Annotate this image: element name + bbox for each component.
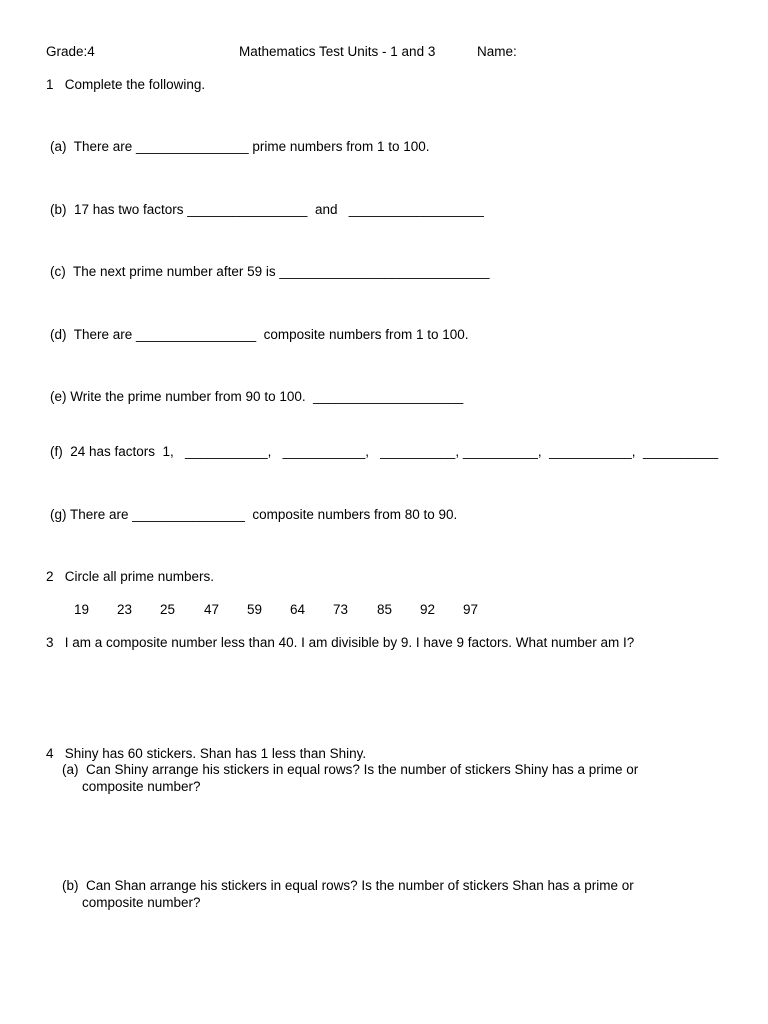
question-4a-line2: composite number? [82, 779, 201, 794]
number-item[interactable]: 97 [463, 602, 479, 617]
question-1f: (f) 24 has factors 1, ___________, ___________, __________, __________, ___________, __________ [50, 444, 719, 459]
question-1-heading: 1 Complete the following. [46, 77, 206, 92]
number-item[interactable]: 19 [74, 602, 90, 617]
number-item[interactable]: 23 [117, 602, 133, 617]
number-item[interactable]: 64 [290, 602, 306, 617]
question-1c: (c) The next prime number after 59 is ____________________________ [50, 264, 490, 279]
question-3: 3 I am a composite number less than 40. I am divisible by 9. I have 9 factors. What number am I? [46, 635, 635, 650]
number-item[interactable]: 92 [420, 602, 436, 617]
question-4-heading: 4 Shiny has 60 stickers. Shan has 1 less than Shiny. [46, 746, 367, 761]
question-1b: (b) 17 has two factors ________________ and __________________ [50, 202, 484, 217]
question-4b-line2: composite number? [82, 895, 201, 910]
number-item[interactable]: 47 [204, 602, 220, 617]
question-1a: (a) There are _______________ prime numbers from 1 to 100. [50, 139, 430, 154]
name-label: Name: [477, 44, 517, 59]
number-item[interactable]: 85 [377, 602, 393, 617]
number-item[interactable]: 25 [160, 602, 176, 617]
question-4b-line1: (b) Can Shan arrange his stickers in equal rows? Is the number of stickers Shan has a prime or [62, 878, 634, 893]
question-1g: (g) There are _______________ composite numbers from 80 to 90. [50, 507, 458, 522]
question-4a-line1: (a) Can Shiny arrange his stickers in equal rows? Is the number of stickers Shiny has a prime or [62, 762, 639, 777]
question-1d: (d) There are ________________ composite numbers from 1 to 100. [50, 327, 469, 342]
grade-label: Grade:4 [46, 44, 95, 59]
question-2-heading: 2 Circle all prime numbers. [46, 569, 215, 584]
number-item[interactable]: 59 [247, 602, 263, 617]
test-title: Mathematics Test Units - 1 and 3 [239, 44, 436, 59]
number-item[interactable]: 73 [333, 602, 349, 617]
question-1e: (e) Write the prime number from 90 to 100. ____________________ [50, 389, 464, 404]
